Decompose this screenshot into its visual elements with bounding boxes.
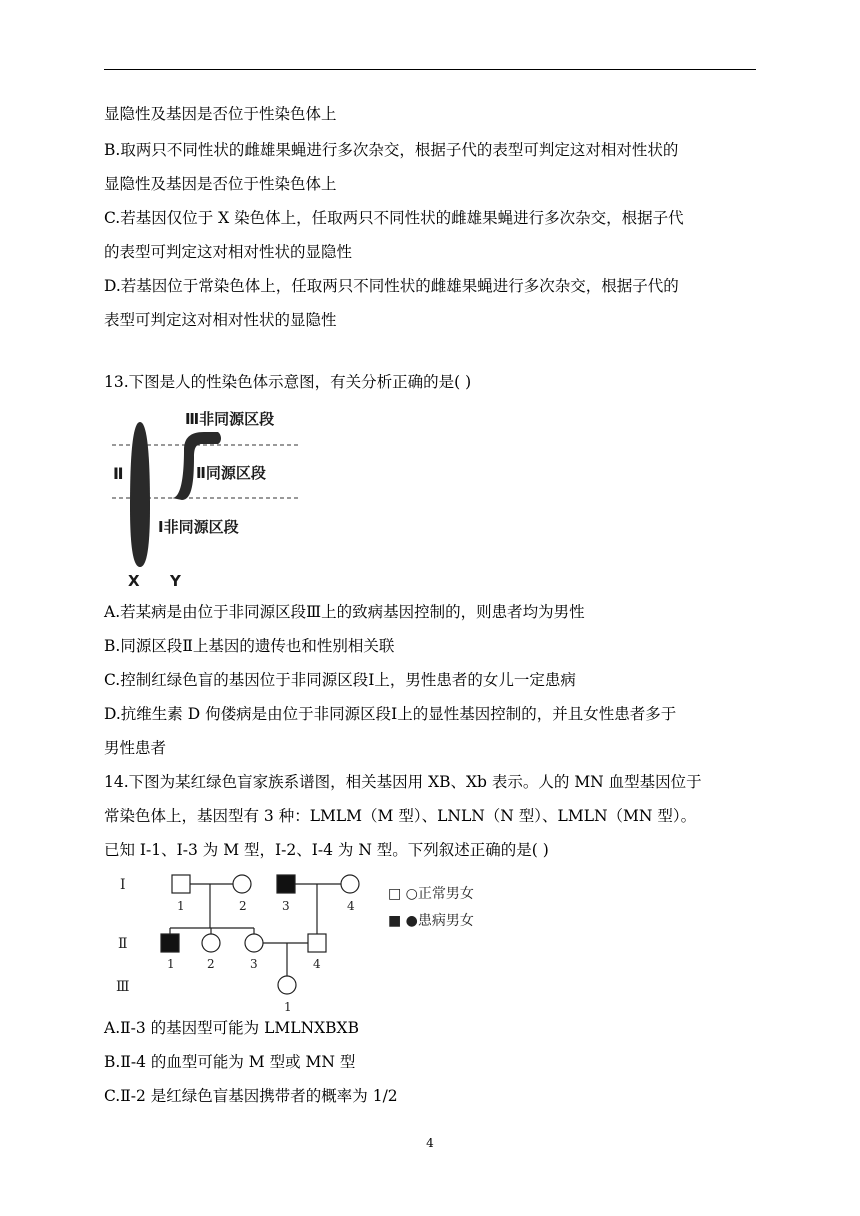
pedigree-chart [110, 868, 510, 1018]
option-c-line: C.若基因仅位于 X 染色体上，任取两只不同性状的雌雄果蝇进行多次杂交，根据子代 [104, 209, 684, 227]
header-rule [104, 69, 756, 70]
III-1-number: 1 [284, 1000, 292, 1014]
text-line: 常染色体上，基因型有 3 种：LMLM（M 型）、LNLN（N 型）、LMLN（MN 型）。 [104, 807, 697, 825]
I-3-number: 3 [282, 899, 290, 913]
label-II-left: Ⅱ [113, 464, 124, 483]
legend-normal: □ ○正常男女 [388, 886, 474, 902]
II-3-number: 3 [250, 957, 258, 971]
label-II-right: Ⅱ同源区段 [196, 464, 266, 482]
label-Y: Y [170, 572, 181, 590]
sex-chromosome-figure [110, 402, 310, 590]
text-line: 显隐性及基因是否位于性染色体上 [104, 175, 337, 193]
III-1-normal-female [278, 976, 296, 994]
legend-affected: ■ ●患病男女 [388, 913, 474, 929]
option-d-13: D.抗维生素 D 佝偻病是由位于非同源区段Ⅰ上的显性基因控制的，并且女性患者多于 [104, 705, 677, 723]
I-4-normal-female [341, 875, 359, 893]
II-2-number: 2 [207, 957, 215, 971]
gen-III-label: Ⅲ [116, 979, 130, 995]
option-a-14: A.Ⅱ-3 的基因型可能为 LMLNXBXB [104, 1019, 359, 1037]
II-4-number: 4 [313, 957, 321, 971]
option-b-14: B.Ⅱ-4 的血型可能为 M 型或 MN 型 [104, 1053, 356, 1071]
II-4-normal-male [308, 934, 326, 952]
I-2-normal-female [233, 875, 251, 893]
gen-II-label: Ⅱ [118, 936, 128, 952]
II-1-affected-male [161, 934, 179, 952]
I-1-number: 1 [177, 899, 185, 913]
option-c-14: C.Ⅱ-2 是红绿色盲基因携带者的概率为 1/2 [104, 1087, 398, 1105]
I-2-number: 2 [239, 899, 247, 913]
gen-I-label: Ⅰ [120, 877, 126, 893]
label-I: Ⅰ非同源区段 [158, 518, 239, 536]
option-b-line: B.取两只不同性状的雌雄果蝇进行多次杂交，根据子代的表型可判定这对相对性状的 [104, 141, 679, 159]
option-b-13: B.同源区段Ⅱ上基因的遗传也和性别相关联 [104, 637, 395, 655]
text-line: 男性患者 [104, 739, 167, 757]
I-3-affected-male [277, 875, 295, 893]
text-line: 表型可判定这对相对性状的显隐性 [104, 311, 337, 329]
question-13: 13.下图是人的性染色体示意图，有关分析正确的是( ) [104, 373, 472, 391]
question-14: 14.下图为某红绿色盲家族系谱图，相关基因用 XB、Xb 表示。人的 MN 血型基因位于 [104, 773, 702, 791]
label-III: Ⅲ非同源区段 [185, 410, 275, 428]
text-line: 显隐性及基因是否位于性染色体上 [104, 105, 337, 123]
text-line: 的表型可判定这对相对性状的显隐性 [104, 243, 353, 261]
label-X: X [128, 572, 140, 590]
I-1-normal-male [172, 875, 190, 893]
x-chromosome [130, 422, 150, 567]
II-1-number: 1 [167, 957, 175, 971]
option-d-line: D.若基因位于常染色体上，任取两只不同性状的雌雄果蝇进行多次杂交，根据子代的 [104, 277, 679, 295]
option-a-13: A.若某病是由位于非同源区段Ⅲ上的致病基因控制的，则患者均为男性 [104, 603, 585, 621]
I-4-number: 4 [347, 899, 355, 913]
page-number: 4 [426, 1136, 434, 1150]
text-line: 已知 I-1、I-3 为 M 型，I-2、I-4 为 N 型。下列叙述正确的是( ) [104, 841, 549, 859]
II-3-normal-female [245, 934, 263, 952]
II-2-normal-female [202, 934, 220, 952]
option-c-13: C.控制红绿色盲的基因位于非同源区段Ⅰ上，男性患者的女儿一定患病 [104, 671, 576, 689]
